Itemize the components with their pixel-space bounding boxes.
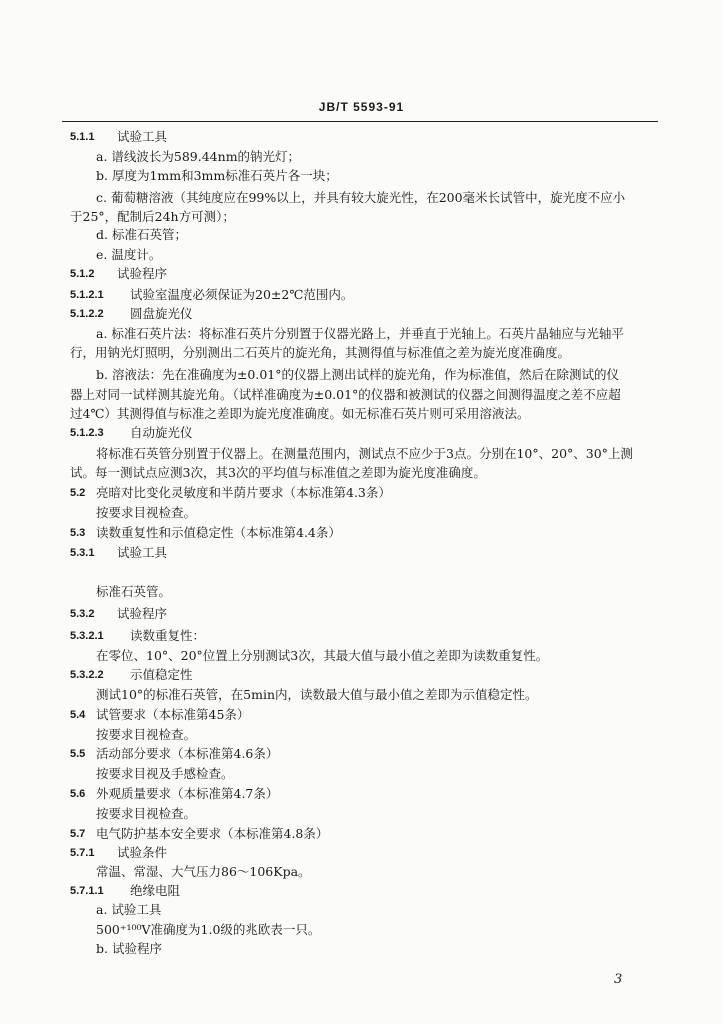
line-text: 将标准石英管分别置于仪器上。在测量范围内，测试点不应少于3点。分别在10°、20°、30°上测 bbox=[96, 446, 633, 461]
section-title: 试验程序 bbox=[117, 606, 168, 621]
line-text: 行，用钠光灯照明，分别测出二石英片的旋光角，其测得值与标准值之差为旋光度准确度。 bbox=[70, 345, 571, 360]
line-text: a. 试验工具 bbox=[96, 902, 162, 917]
section-number: 5.1.2.3 bbox=[70, 427, 104, 439]
line-text: b. 试验程序 bbox=[96, 941, 162, 956]
line-text: 500⁺¹⁰⁰V准确度为1.0级的兆欧表一只。 bbox=[96, 922, 321, 937]
line-text: 在零位、10°、20°位置上分别测试3次，其最大值与最小值之差即为读数重复性。 bbox=[96, 648, 549, 663]
section-title: 电气防护基本安全要求（本标准第4.8条） bbox=[96, 826, 329, 841]
section-number: 5.7.1.1 bbox=[70, 885, 104, 897]
line-text: b. 厚度为1mm和3mm标准石英片各一块； bbox=[96, 168, 338, 183]
section-number: 5.1.2.2 bbox=[70, 308, 104, 320]
section-number: 5.3.2.2 bbox=[70, 669, 104, 681]
line-text: c. 葡萄糖溶液（其纯度应在99%以上，并具有较大旋光性，在200毫米长试管中，旋光度不应小 bbox=[96, 190, 626, 205]
section-number: 5.2 bbox=[70, 487, 86, 499]
section-number: 5.7 bbox=[70, 828, 86, 840]
line-text: a. 标准石英片法：将标准石英片分别置于仪器光路上，并垂直于光轴上。石英片晶轴应与光轴平 bbox=[96, 326, 624, 341]
section-title: 试验室温度必须保证为20±2℃范围内。 bbox=[130, 287, 354, 302]
section-number: 5.3.2.1 bbox=[70, 630, 104, 642]
section-title: 亮暗对比变化灵敏度和半荫片要求（本标准第4.3条） bbox=[96, 485, 391, 500]
line-text: 按要求目视检查。 bbox=[96, 727, 197, 742]
section-title: 自动旋光仪 bbox=[130, 425, 193, 440]
section-title: 外观质量要求（本标准第4.7条） bbox=[96, 786, 279, 801]
section-number: 5.1.2.1 bbox=[70, 289, 104, 301]
line-text: b. 溶液法：先在准确度为±0.01°的仪器上测出试样的旋光角，作为标准值，然后在除测试的仪 bbox=[96, 367, 620, 382]
section-number: 5.3.1 bbox=[70, 547, 95, 559]
line-text: a. 谱线波长为589.44nm的钠光灯； bbox=[96, 149, 301, 164]
section-number: 5.3 bbox=[70, 527, 86, 539]
line-text: 按要求目视及手感检查。 bbox=[96, 766, 234, 781]
line-text: 测试10°的标准石英管，在5min内，读数最大值与最小值之差即为示值稳定性。 bbox=[96, 687, 538, 702]
line-text: 标准石英管。 bbox=[96, 584, 172, 599]
section-number: 5.6 bbox=[70, 788, 86, 800]
page-number: 3 bbox=[614, 972, 623, 987]
line-text: 器上对同一试样测其旋光角。（试样准确度为±0.01°的仪器和被测试的仪器之间测得温度之差不应超 bbox=[70, 387, 621, 402]
section-number: 5.4 bbox=[70, 709, 86, 721]
section-number: 5.1.2 bbox=[70, 268, 95, 280]
section-number: 5.3.2 bbox=[70, 608, 95, 620]
section-title: 试验程序 bbox=[117, 266, 168, 281]
line-text: d. 标准石英管； bbox=[96, 227, 187, 242]
line-text: 于25°，配制后24h方可测）； bbox=[70, 209, 235, 224]
section-number: 5.1.1 bbox=[70, 131, 95, 143]
section-title: 试验工具 bbox=[117, 129, 168, 144]
line-text: 按要求目视检查。 bbox=[96, 505, 197, 520]
section-title: 读数重复性和示值稳定性（本标准第4.4条） bbox=[96, 525, 341, 540]
section-number: 5.5 bbox=[70, 748, 86, 760]
section-title: 读数重复性： bbox=[130, 628, 206, 643]
section-title: 绝缘电阻 bbox=[130, 883, 181, 898]
document-header: JB/T 5593-91 bbox=[318, 100, 405, 114]
section-number: 5.7.1 bbox=[70, 847, 95, 859]
section-title: 试管要求（本标准第45条） bbox=[96, 707, 250, 722]
line-text: 过4℃）其测得值与标准之差即为旋光度准确度。如无标准石英片则可采用溶液法。 bbox=[70, 406, 530, 421]
line-text: 按要求目视检查。 bbox=[96, 806, 197, 821]
line-text: e. 温度计。 bbox=[96, 247, 162, 262]
header-rule bbox=[62, 121, 658, 122]
section-title: 试验条件 bbox=[117, 845, 168, 860]
section-title: 示值稳定性 bbox=[130, 667, 193, 682]
line-text: 试。每一测试点应测3次，其3次的平均值与标准值之差即为旋光度准确度。 bbox=[70, 465, 486, 480]
section-title: 试验工具 bbox=[117, 545, 168, 560]
line-text: 常温、常湿、大气压力86～106Kpa。 bbox=[96, 864, 311, 879]
section-title: 圆盘旋光仪 bbox=[130, 306, 193, 321]
section-title: 活动部分要求（本标准第4.6条） bbox=[96, 746, 279, 761]
